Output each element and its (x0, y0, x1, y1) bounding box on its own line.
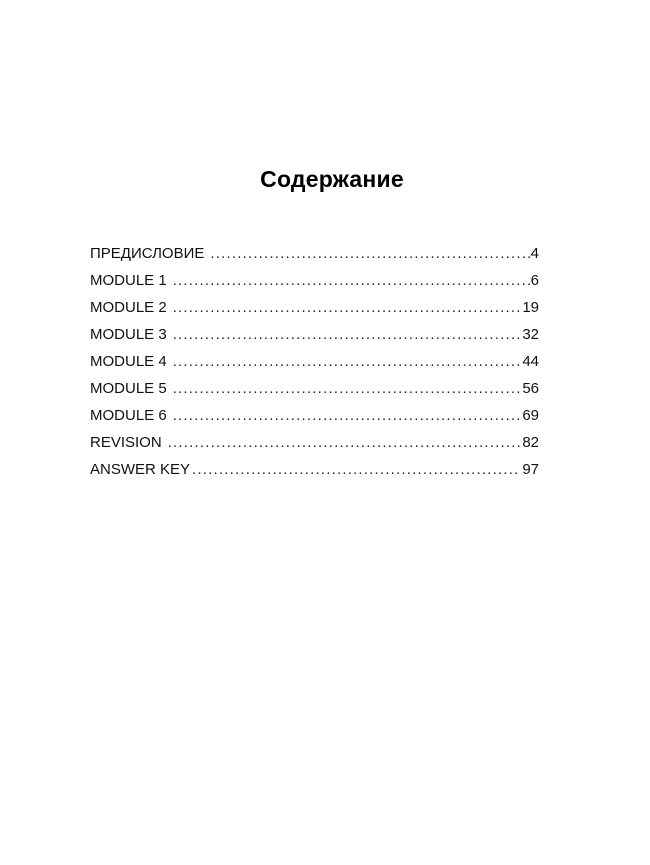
toc-entry-label: MODULE 4 (90, 353, 167, 370)
toc-entry-page: 56 (522, 380, 539, 397)
toc-entry-module-1 (90, 267, 539, 294)
toc-leader-dots (168, 429, 522, 456)
toc-entry-page: 19 (522, 299, 539, 316)
toc-entry-page: 97 (522, 461, 539, 478)
toc-entry-module-2 (90, 294, 539, 321)
toc-entry-revision (90, 429, 539, 456)
toc-entry-module-5 (90, 375, 539, 402)
toc-entry-preface (90, 240, 539, 267)
toc-leader-dots (192, 456, 521, 483)
toc-entry-page: 82 (522, 434, 539, 451)
toc-entry-label: MODULE 1 (90, 272, 167, 289)
toc-entry-module-6 (90, 402, 539, 429)
toc-leader-dots (173, 321, 522, 348)
page-title: Содержание (260, 166, 404, 192)
toc-entry-module-3 (90, 321, 539, 348)
toc-entry-page: 44 (522, 353, 539, 370)
toc-entry-label: MODULE 2 (90, 299, 167, 316)
toc-entry-label: MODULE 3 (90, 326, 167, 343)
toc-entry-page: 6 (530, 272, 539, 289)
toc-leader-dots (173, 267, 530, 294)
toc-leader-dots (173, 402, 522, 429)
toc-leader-dots (210, 240, 529, 267)
toc-entry-page: 69 (522, 407, 539, 424)
toc-entry-label: MODULE 6 (90, 407, 167, 424)
toc-entry-answer-key (90, 456, 539, 483)
toc-entry-label: REVISION (90, 434, 162, 451)
toc-entry-page: 4 (530, 245, 539, 262)
toc-entry-label: ПРЕДИСЛОВИЕ (90, 245, 205, 262)
toc-leader-dots (173, 294, 522, 321)
toc-entry-page: 32 (522, 326, 539, 343)
toc-entry-label: MODULE 5 (90, 380, 167, 397)
table-of-contents (90, 240, 539, 483)
toc-entry-module-4 (90, 348, 539, 375)
toc-entry-label: ANSWER KEY (90, 461, 191, 478)
toc-leader-dots (173, 375, 522, 402)
toc-leader-dots (173, 348, 522, 375)
